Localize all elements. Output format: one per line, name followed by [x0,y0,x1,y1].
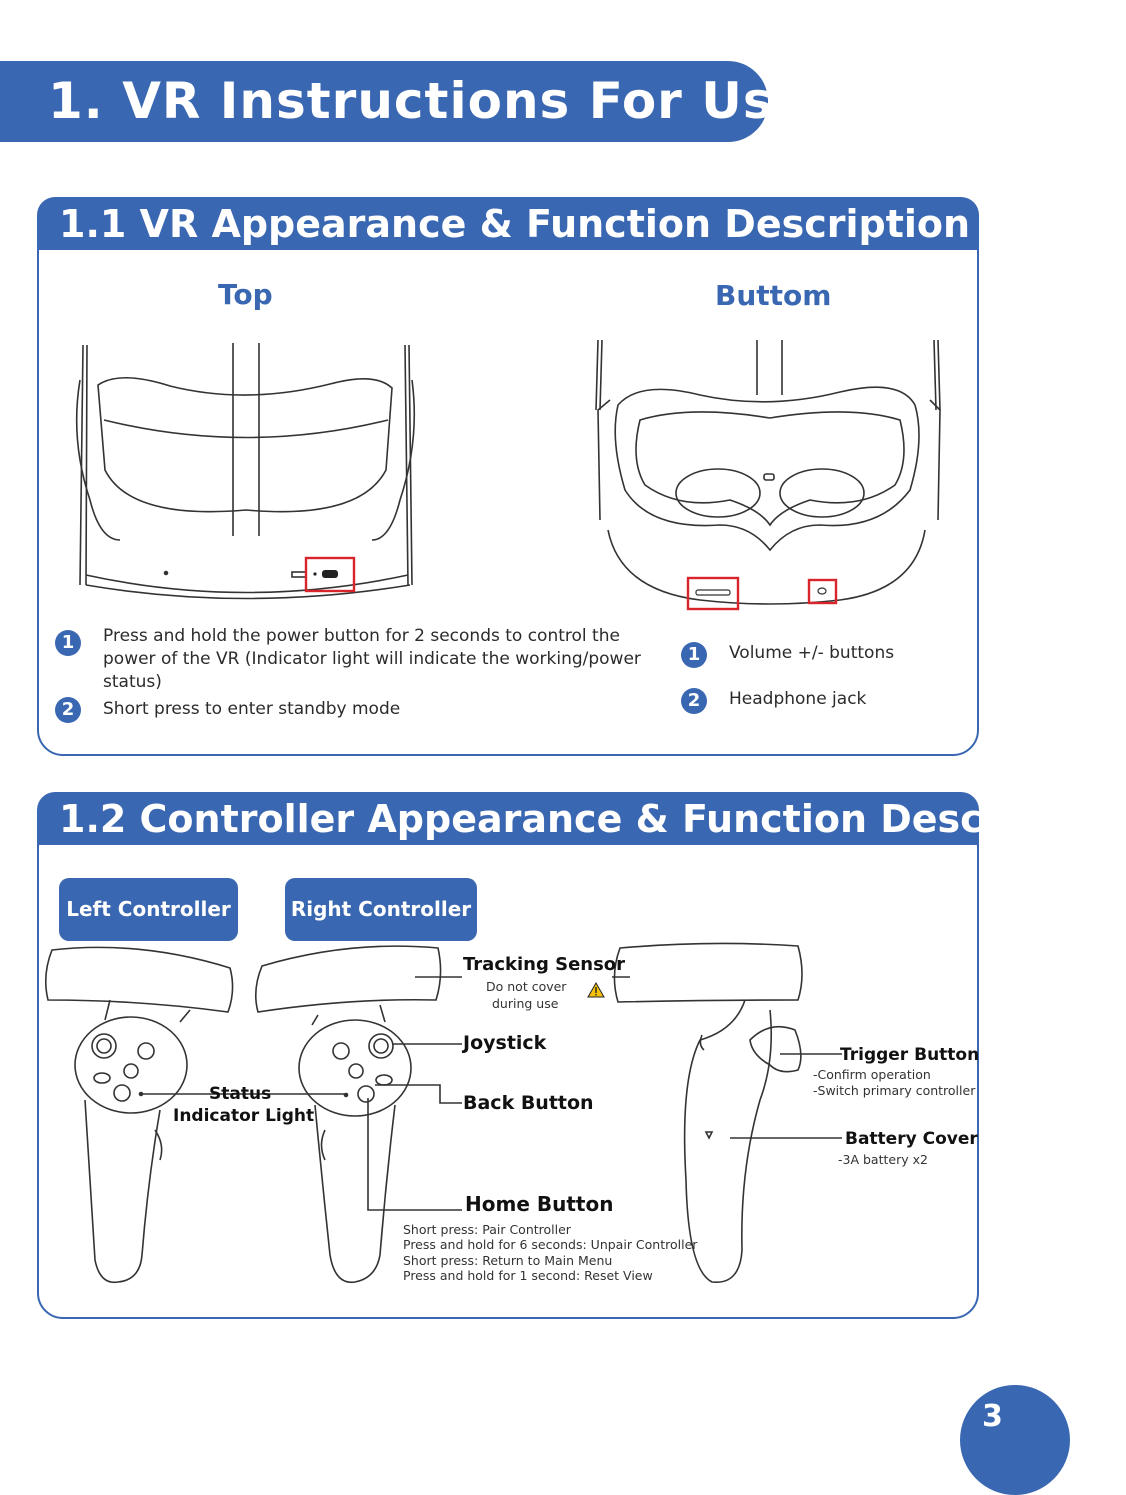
section-title: 1.2 Controller Appearance & Function Description [59,797,1126,841]
battery-cover-note: -3A battery x2 [838,1152,928,1167]
left-controller-tab: Left Controller [59,878,238,941]
headphone-jack-label: Headphone jack [729,689,867,709]
tracking-sensor-note: during use [492,996,559,1011]
back-button-label: Back Button [463,1092,594,1114]
standby-instruction: Short press to enter standby mode [103,699,401,719]
step-number-badge: 1 [681,642,707,668]
joystick-label: Joystick [463,1032,547,1054]
battery-cover-label: Battery Cover [845,1129,978,1149]
status-light-label-line2: Indicator Light [173,1106,315,1126]
home-button-note: Short press: Return to Main Menu [403,1253,613,1268]
trigger-button-label: Trigger Button [840,1045,980,1065]
right-controller-tab: Right Controller [285,878,477,941]
status-light-label-line1: Status [209,1084,272,1104]
home-button-note: Short press: Pair Controller [403,1222,571,1237]
page-number: 3 [982,1399,1003,1434]
home-button-note: Press and hold for 1 second: Reset View [403,1268,653,1283]
bottom-view-heading: Buttom [715,279,832,312]
tracking-sensor-note: Do not cover [486,979,567,994]
controller-side-drawing [614,943,802,1282]
home-button-note: Press and hold for 6 seconds: Unpair Controller [403,1237,698,1252]
step-number-badge: 1 [55,630,81,656]
power-button-instruction: Press and hold the power button for 2 seconds to control the power of the VR (Indicator light will indicate the working/power status) [103,626,641,692]
page-title: 1. VR Instructions For Use [48,72,809,130]
volume-buttons-label: Volume +/- buttons [729,643,895,663]
step-number-badge: 2 [681,688,707,714]
top-view-heading: Top [218,278,273,311]
warning-icon [588,983,604,997]
home-button-label: Home Button [465,1192,614,1216]
step-number-badge: 2 [55,697,81,723]
trigger-button-note: -Switch primary controller [813,1083,976,1098]
page-number-badge [960,1385,1070,1495]
trigger-button-note: -Confirm operation [813,1067,931,1082]
tracking-sensor-label: Tracking Sensor [463,954,626,975]
section-title: 1.1 VR Appearance & Function Description [59,202,971,246]
